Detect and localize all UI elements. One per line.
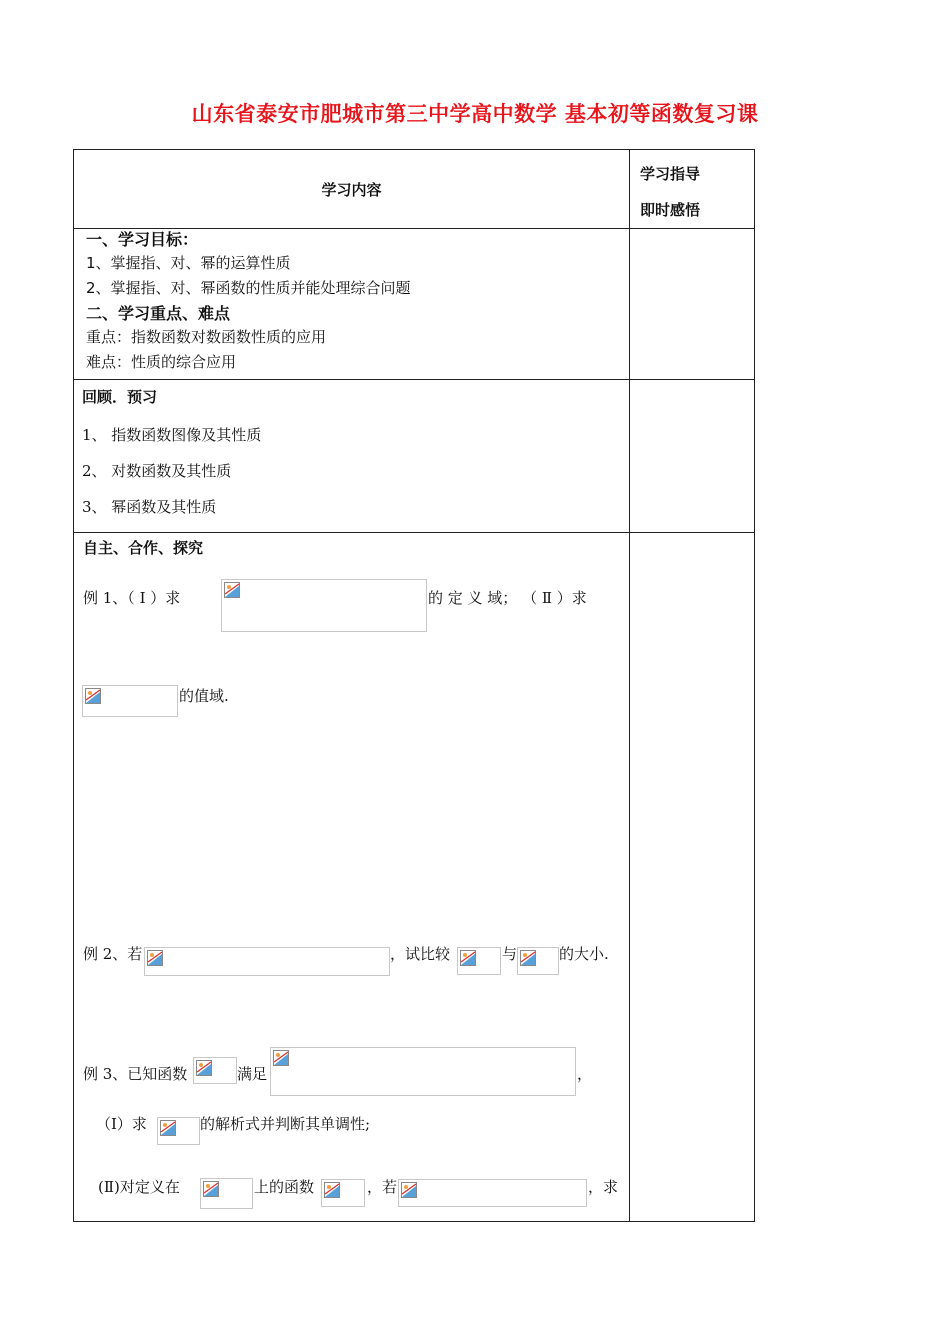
review-item-2: 2、 对数函数及其性质 bbox=[82, 462, 232, 480]
ex3-text-h: ，若 bbox=[367, 1178, 398, 1196]
goal-item-1: 1、掌握指、对、幂的运算性质 bbox=[86, 254, 291, 272]
ex2-text-c: 与 bbox=[502, 945, 518, 963]
explore-heading: 自主、合作、探究 bbox=[83, 539, 204, 557]
difficult-point: 难点：性质的综合应用 bbox=[86, 353, 237, 371]
formula-image bbox=[193, 1057, 237, 1084]
ex3-text-e: 的解析式并判断其单调性; bbox=[200, 1115, 371, 1133]
ex3-text-f: (Ⅱ)对定义在 bbox=[98, 1178, 180, 1196]
ex3-text-g: 上的函数 bbox=[254, 1178, 315, 1196]
review-guide-cell bbox=[630, 380, 755, 533]
goal-item-2: 2、掌握指、对、幂函数的性质并能处理综合问题 bbox=[86, 279, 411, 297]
broken-image-icon bbox=[224, 582, 240, 598]
goals-heading: 一、学习目标： bbox=[86, 230, 199, 249]
broken-image-icon bbox=[520, 950, 536, 966]
ex3-text-i: ，求 bbox=[588, 1178, 619, 1196]
ex3-text-a: 例 3、已知函数 bbox=[83, 1065, 188, 1083]
formula-image bbox=[157, 1117, 200, 1145]
ex1-text-c: 的值域. bbox=[179, 687, 229, 705]
review-item-1: 1、 指数函数图像及其性质 bbox=[82, 426, 262, 444]
header-guide-label: 学习指导 bbox=[640, 165, 701, 183]
keypoints-heading: 二、学习重点、难点 bbox=[86, 304, 231, 323]
formula-image bbox=[398, 1179, 587, 1207]
ex1-text-b: 的 定 义 域； （ Ⅱ ）求 bbox=[428, 589, 587, 607]
explore-section bbox=[74, 533, 630, 1222]
ex2-text-b: ，试比较 bbox=[390, 945, 451, 963]
broken-image-icon bbox=[203, 1181, 219, 1197]
ex3-text-d: （Ⅰ）求 bbox=[96, 1115, 147, 1133]
explore-guide-cell bbox=[630, 533, 755, 1222]
goals-section bbox=[74, 229, 630, 380]
broken-image-icon bbox=[401, 1182, 417, 1198]
broken-image-icon bbox=[273, 1050, 289, 1066]
review-item-3: 3、 幂函数及其性质 bbox=[82, 498, 217, 516]
broken-image-icon bbox=[85, 688, 101, 704]
ex1-text-a: 例 1、（ Ⅰ ）求 bbox=[83, 589, 181, 607]
formula-image bbox=[82, 685, 178, 717]
broken-image-icon bbox=[160, 1120, 176, 1136]
ex2-text-d: 的大小. bbox=[559, 945, 609, 963]
broken-image-icon bbox=[460, 950, 476, 966]
ex3-text-b: 满足 bbox=[237, 1065, 268, 1083]
goals-guide-cell bbox=[630, 229, 755, 380]
ex2-text-a: 例 2、若 bbox=[83, 945, 143, 963]
key-point: 重点：指数函数对数函数性质的应用 bbox=[86, 328, 327, 346]
formula-image bbox=[457, 947, 501, 975]
broken-image-icon bbox=[324, 1182, 340, 1198]
formula-image bbox=[270, 1047, 576, 1096]
broken-image-icon bbox=[147, 950, 163, 966]
document-title: 山东省泰安市肥城市第三中学高中数学 基本初等函数复习课 bbox=[191, 102, 759, 126]
header-content: 学习内容 bbox=[74, 150, 630, 229]
review-section bbox=[74, 380, 630, 533]
formula-image bbox=[221, 579, 427, 632]
review-heading: 回顾．预习 bbox=[82, 388, 158, 406]
ex3-text-c: ， bbox=[577, 1065, 593, 1083]
formula-image bbox=[200, 1178, 253, 1209]
formula-image bbox=[321, 1179, 365, 1207]
study-table bbox=[73, 149, 755, 1222]
header-insight-label: 即时感悟 bbox=[640, 201, 701, 219]
formula-image bbox=[517, 947, 559, 975]
header-guide bbox=[630, 150, 755, 229]
formula-image bbox=[144, 947, 390, 976]
broken-image-icon bbox=[196, 1060, 212, 1076]
